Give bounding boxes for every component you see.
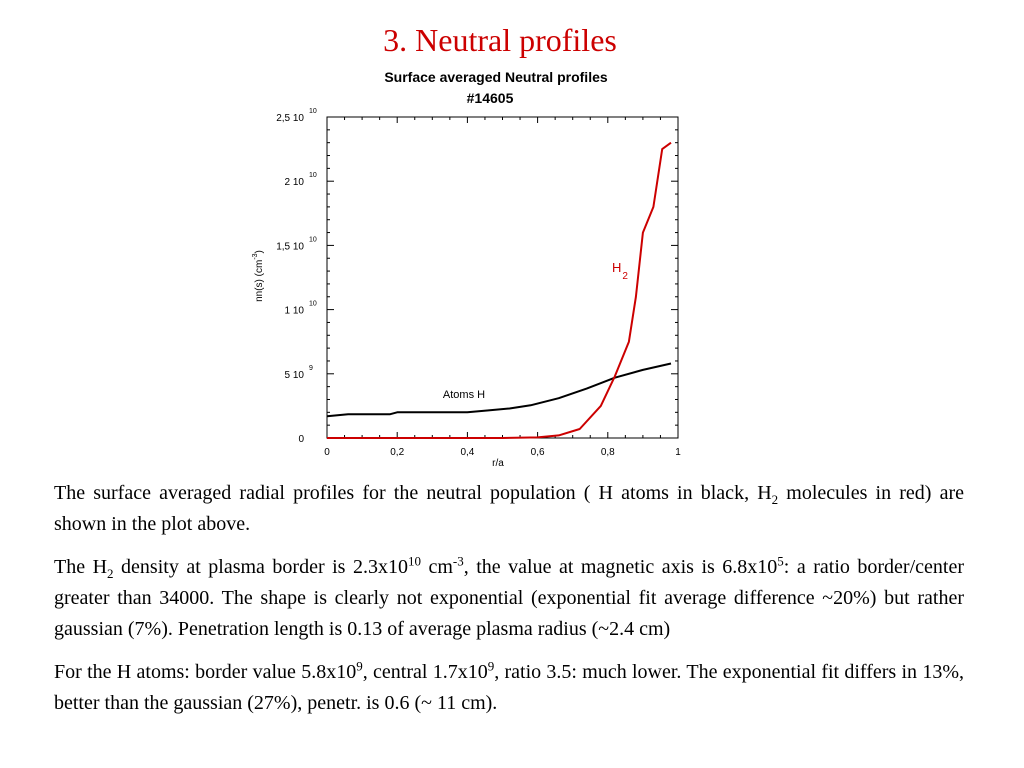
p3-text-c: , ratio 3.5: much lower. The exponential fit differs in 13%, better than the gaussian (27%), penetr. is 0.6 (~ 11 cm). [54,661,965,714]
p1-sub: 2 [771,492,779,507]
p2-sup-2: -3 [452,553,464,569]
p3-text-b: , central 1.7x10 [362,661,488,683]
p2-text-d: , the value at magnetic axis is 6.8x10 [463,556,778,578]
paragraph-3 [54,657,964,719]
p2-text-c: cm [420,556,453,578]
x-tick-label: 1 [675,447,681,458]
p3-text-a: For the H atoms: border value 5.8x10 [54,661,357,683]
y-tick-label: 5 10 [284,369,304,381]
y-axis-label [252,250,265,302]
y-tick-exponent: 10 [309,108,317,115]
annotation-h2-main: H [612,260,622,275]
p2-sup-3: 5 [777,553,784,569]
y-tick-exponent: 10 [309,236,317,244]
y-axis-label-close: ) [254,250,265,254]
series-line-atoms-h [327,364,671,417]
x-tick-label: 0,4 [460,447,475,458]
chart-subtitle: #14605 [466,90,514,106]
y-tick-exponent: 10 [309,300,317,308]
annotation-atoms-h: Atoms H [442,389,486,401]
p1-text-a: The surface averaged radial profiles for the neutral population ( H atoms in black, H [54,482,772,504]
paragraph-1 [54,478,964,540]
y-tick-label: 2 10 [284,177,304,189]
chart-title: Surface averaged Neutral profiles [384,69,608,85]
p2-text-a: The H [54,556,108,578]
x-tick-label: 0,8 [600,447,615,458]
p3-sup-2: 9 [487,658,495,674]
y-tick-exponent: 10 [309,172,317,180]
x-tick-label: 0 [324,447,330,458]
p3-sup-1: 9 [356,658,363,674]
p2-sub: 2 [107,566,114,581]
annotation-h2 [612,260,628,282]
y-tick-label: 2,5 10 [276,113,304,124]
x-tick-label: 0,2 [390,447,405,458]
y-tick-exponent: 9 [309,364,313,372]
p2-text-e: : a ratio border/center greater than 34000. The shape is clearly not exponential (exponential fit average difference ~20%) but rather gaussian (7%). Penetration length is 0.13 of average plasma radius (~2.4 cm) [54,556,964,640]
p1-text-b: molecules in red) are shown in the plot above. [54,482,964,535]
y-tick-label: 0 [298,434,304,445]
p2-sup-1: 10 [407,553,421,569]
y-tick-label: 1,5 10 [276,241,304,253]
paragraph-2 [54,552,964,645]
y-axis-label-sup: -3 [252,253,259,260]
slide-title: 3. Neutral profiles [383,22,617,58]
series-line-h2 [327,143,671,438]
x-axis-label: r/a [492,458,504,469]
annotation-h2-sub: 2 [622,271,628,282]
x-tick-label: 0,6 [530,447,545,458]
p2-text-b: density at plasma border is 2.3x10 [113,556,408,578]
body-text [54,478,964,731]
y-tick-label: 1 10 [284,305,304,317]
y-axis-label-main: nn(s) (cm [254,259,265,302]
